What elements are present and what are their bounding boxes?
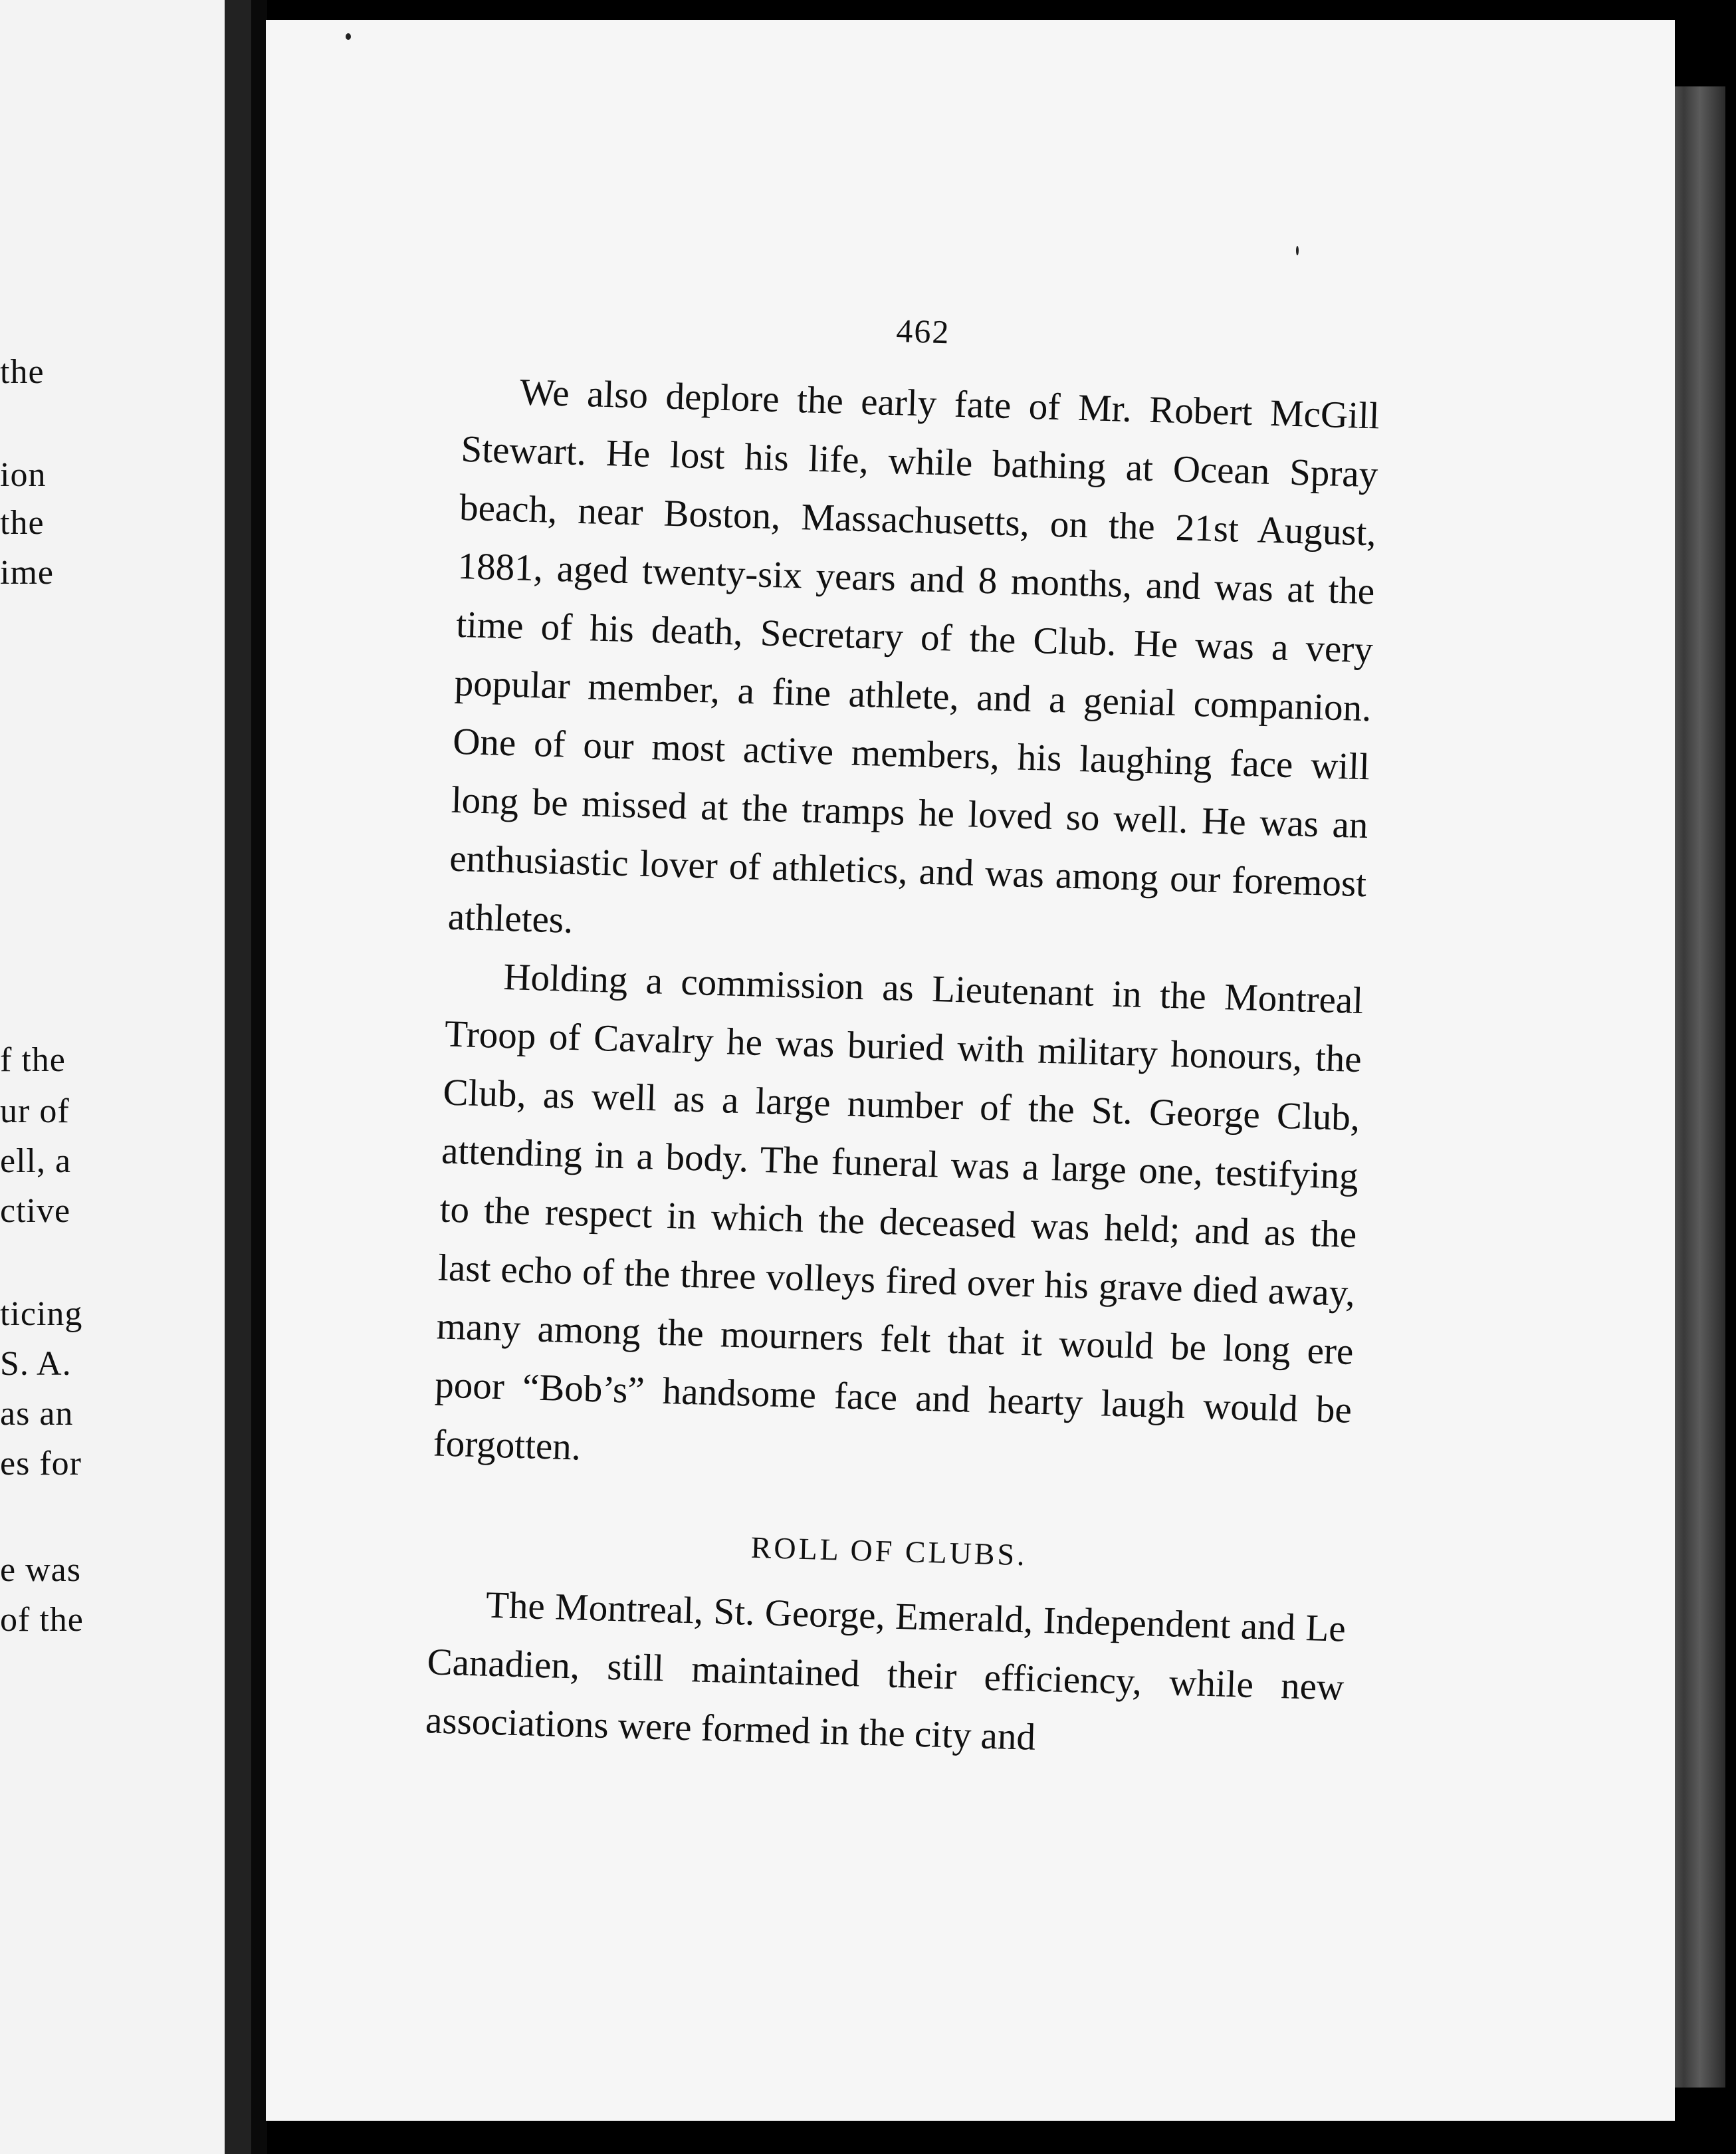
book-gutter [251, 0, 267, 2154]
left-page-text-fragment: the [0, 353, 45, 391]
left-page-text-fragment: ime [0, 554, 54, 592]
section-heading-roll-of-clubs: ROLL OF CLUBS. [750, 1530, 1028, 1572]
page-number: 462 [895, 312, 951, 351]
scan-speck [346, 33, 351, 40]
page-text-block [425, 299, 1382, 1776]
left-page-text-fragment: as an [0, 1395, 74, 1433]
left-page-text-fragment: es for [0, 1445, 82, 1483]
left-facing-page [0, 0, 246, 2154]
left-page-text-fragment: ticing [0, 1295, 83, 1333]
left-page-text-fragment: ctive [0, 1192, 71, 1230]
main-page [266, 20, 1675, 2121]
left-page-text-fragment: the [0, 504, 45, 542]
left-page-text-fragment: ion [0, 456, 47, 494]
scan-speck [1296, 246, 1299, 255]
left-page-text-fragment: of the [0, 1601, 84, 1639]
paragraph-funeral: Holding a commission as Lieutenant in the Montreal Troop of Cavalry he was buried with military honours, the Club, as well as a large number of the St. George Club, attending in a body. The funeral was a large one, testifying to the respect in which the deceased was held; and as the last echo of the three volleys fired over his grave died away, many among the mourners felt that it would be long ere poor “Bob’s” handsome face and hearty laugh would be forgotten. [433, 956, 1364, 1469]
paragraph-stewart-obituary: We also deplore the early fate of Mr. Robert McGill Stewart. He lost his life, while bathing at Ocean Spray beach, near Boston, Massachusetts, on the 21st August, 1881, aged twenty-six years and 8 months, and was at the time of his death, Secretary of the Club. He was a very popular member, a fine athlete, and a genial companion. One of our most active members, his laughing face will long be missed at the tramps he loved so well. He was an enthusiastic lover of athletics, and was among our foremost athletes. [447, 371, 1380, 941]
left-page-edge [225, 0, 251, 2154]
left-page-text-fragment: ell, a [0, 1142, 72, 1180]
left-page-text-fragment: ur of [0, 1092, 70, 1130]
paragraph-roll-of-clubs: The Montreal, St. George, Emerald, Independent and Le Canadien, still maintained their efficiency, while new associations were formed in the city and [425, 1584, 1347, 1758]
left-page-text-fragment: e was [0, 1551, 81, 1589]
left-page-text-fragment: f the [0, 1041, 66, 1079]
left-page-text-fragment: S. A. [0, 1345, 72, 1383]
